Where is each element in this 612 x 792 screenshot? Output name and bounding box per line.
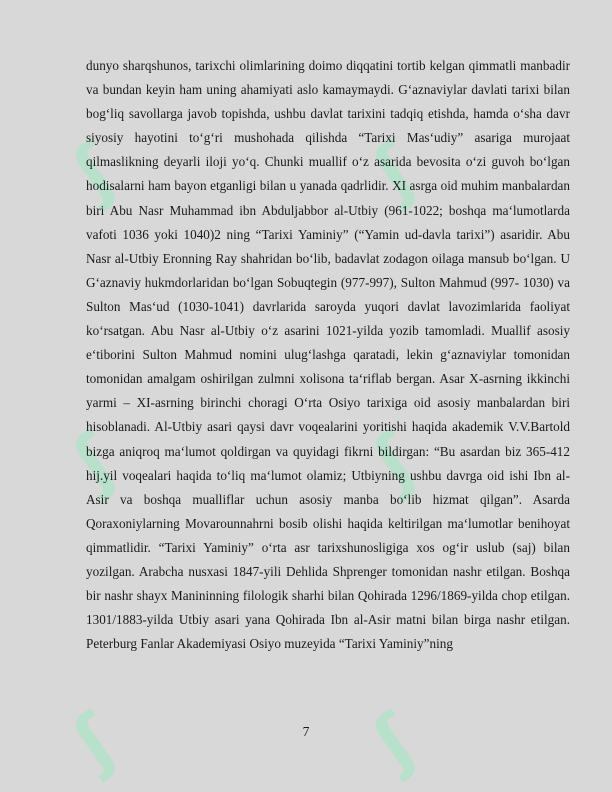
body-text — [86, 54, 570, 656]
paragraph: dunyo sharqshunos, tarixchi olimlarining doimo diqqatini tortib kelgan qimmatli manbadir va bundan keyin ham uning ahamiyati aslo kamaymaydi. G‘aznaviylar davlati tarixi bilan bog‘liq savollarga javob topishda, ushbu davlat tarixini tadqiq etishda, hamda o‘sha davr siyosiy hayotini to‘g‘ri mushohada qilishda “Tarixi Mas‘udiy” asariga murojaat qilmaslikning deyarli iloji yo‘q. Chunki muallif o‘z asarida bevosita o‘zi guvoh bo‘lgan hodisalarni ham bayon etganligi bilan u yanada qadrlidir. XI asrga oid muhim manbalardan biri Abu Nasr Muhammad ibn Abduljabbor al-Utbiy (961-1022; boshqa ma‘lumotlarda vafoti 1036 yoki 1040)2 ning “Tarixi Yaminiy” (“Yamin ud-davla tarixi”) asaridir. Abu Nasr al-Utbiy Eronning Ray shahridan bo‘lib, badavlat zodagon oilaga mansub bo‘lgan. U G‘aznaviy hukmdorlaridan bo‘lgan Sobuqtegin (977-997), Sulton Mahmud (997- 1030) va Sulton Mas‘ud (1030-1041) davrlarida saroyda yuqori davlat lavozimlarida faoliyat ko‘rsatgan. Abu Nasr al-Utbiy o‘z asarini 1021-yilda yozib tamomladi. Muallif asosiy e‘tiborini Sulton Mahmud nomini ulug‘lashga qaratadi, lekin g‘aznaviylar tomonidan tomonidan amalgam oshirilgan zulmni xolisona ta‘riflab bergan. Asar X-asrning ikkinchi yarmi – XI-asrning birinchi choragi O‘rta Osiyo tarixiga oid asosiy manbalardan biri hisoblanadi. Al-Utbiy asari qaysi davr voqealarini yoritishi haqida akademik V.V.Bartold bizga aniqroq ma‘lumot qoldirgan va quyidagi fikrni bildirgan: “Bu asardan biz 365-412 hij.yil voqealari haqida to‘liq ma‘lumot olamiz; Utbiyning ushbu davrga oid ishi Ibn al-Asir va boshqa mualliflar uchun asosiy manba bo‘lib hizmat qilgan”. Asarda Qoraxoniylarning Movarounnahrni bosib olishi haqida keltirilgan ma‘lumotlar benihoyat qimmatlidir. “Tarixi Yaminiy” o‘rta asr tarixshunosligiga xos og‘ir uslub (saj) bilan yozilgan. Arabcha nusxasi 1847-yili Dehlida Shprenger tomonidan nashr etilgan. Boshqa bir nashr shayx Manininning filologik sharhi bilan Qohirada 1296/1869-yilda chop etilgan. 1301/1883-yilda Utbiy asari yana Qohirada Ibn al-Asir matni bilan birga nashr etilgan. Peterburg Fanlar Akademiyasi Osiyo muzeyida “Tarixi Yaminiy”ning — [86, 58, 570, 652]
watermark-logo: ʃ — [59, 129, 130, 213]
watermark-logo: ʃ — [359, 129, 430, 213]
page-number: 7 — [302, 724, 310, 739]
watermark-logo: ʃ — [59, 699, 130, 783]
watermark-logo: ʃ — [359, 699, 430, 783]
watermark-logo: ʃ — [359, 419, 430, 503]
watermark-logo: ʃ — [59, 419, 130, 503]
